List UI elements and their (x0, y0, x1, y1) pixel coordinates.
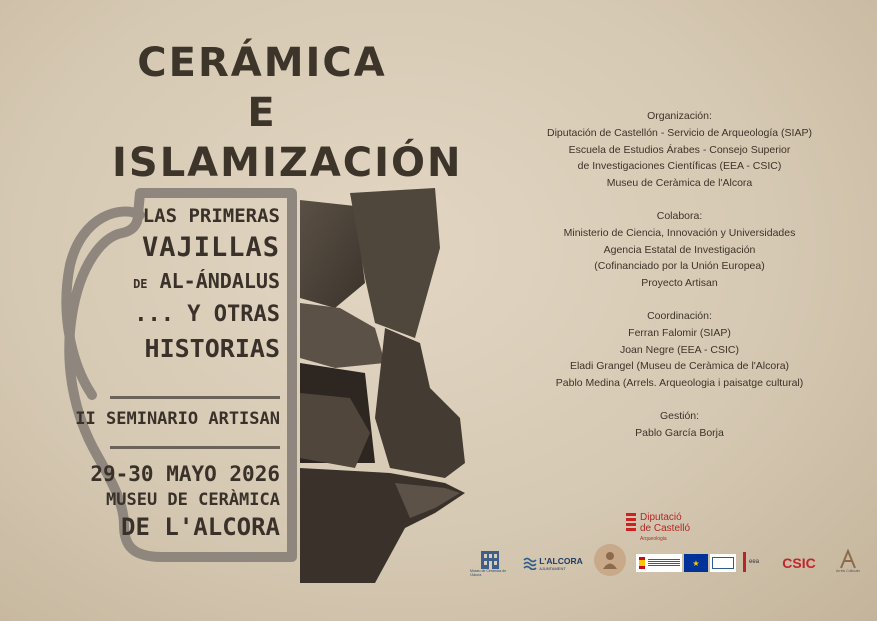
museu-caption: Museu de Ceràmica de l'Alcora (470, 569, 507, 577)
credits-colabora (482, 208, 877, 292)
subtitle-line-1: LAS PRIMERAS (142, 205, 280, 227)
aei-mark-icon (712, 557, 734, 569)
credit-line: (Cofinanciado por la Unión Europea) (594, 260, 765, 273)
csic-text: CSIC (782, 555, 816, 571)
seminar-title: II SEMINARIO ARTISAN (75, 409, 280, 429)
subtitle-line-3 (133, 266, 280, 299)
museu-logo (470, 544, 510, 580)
museu-building-icon (479, 547, 501, 569)
event-info (90, 460, 280, 542)
subtitle-line-3-main: AL-ÁNDALUS (159, 269, 280, 293)
spain-flag-icon (639, 557, 645, 569)
credits-heading: Gestión: (659, 409, 700, 422)
arrels-logo (834, 544, 862, 578)
subtitle-line-3-prefix: DE (133, 277, 148, 291)
arrels-a-icon (839, 549, 857, 569)
title-line-1: CERÁMICA (137, 40, 387, 86)
eu-stars-icon: ★ (692, 558, 700, 568)
ministerio-logo (636, 554, 682, 572)
event-dates: 29-30 MAYO 2026 (90, 462, 280, 486)
diputacio-name-2: de Castelló (640, 523, 691, 534)
subtitle-line-4: ... Y OTRAS (134, 302, 280, 327)
credit-line: Museu de Ceràmica de l'Alcora (606, 177, 753, 190)
ceramic-sherd-image (295, 188, 480, 583)
credit-line: Diputación de Castellón - Servicio de Arqueología (SIAP) (547, 126, 812, 139)
alcora-sub: AJUNTAMENT (539, 565, 566, 571)
credit-line: Pablo García Borja (635, 426, 724, 439)
credit-line: Agencia Estatal de Investigación (603, 243, 756, 256)
credits-gestion (482, 408, 877, 442)
credit-line: Proyecto Artisan (641, 277, 718, 290)
credit-line: Joan Negre (EEA - CSIC) (619, 343, 740, 356)
subtitle (133, 202, 280, 367)
alcora-wave-icon (523, 556, 537, 570)
credit-line: Ministerio de Ciencia, Innovación y Universidades (563, 226, 796, 239)
credit-line: Ferran Falomir (SIAP) (628, 326, 731, 339)
arrels-caption: Arrels Culturals (836, 569, 860, 573)
eu-flag-logo (684, 554, 708, 572)
credit-line: Escuela de Estudios Árabes - Consejo Superior (568, 143, 791, 156)
credit-line: de Investigaciones Científicas (EEA - CSIC) (577, 160, 782, 173)
credit-line: Eladi Grangel (Museu de Ceràmica de l'Alcora) (569, 360, 790, 373)
event-venue-line-2: DE L'ALCORA (121, 513, 280, 541)
credit-line: Pablo Medina (Arrels. Arqueologia i paisatge cultural) (555, 377, 804, 390)
eea-text: eea (748, 559, 759, 565)
title-line-2: E ISLAMIZACIÓN (112, 90, 463, 186)
subtitle-line-2: VAJILLAS (141, 232, 280, 263)
credits-coordinacion (482, 308, 877, 392)
subtitle-line-5: HISTORIAS (144, 334, 280, 363)
csic-logo (770, 552, 828, 574)
alcora-name: L'ALCORA (539, 555, 583, 566)
eea-logo (736, 550, 766, 574)
figure-icon (600, 550, 620, 570)
ministerio-text-graphic (648, 559, 680, 567)
diputacio-name-1: Diputació (640, 512, 682, 523)
divider-bottom (110, 446, 280, 449)
eea-bar-icon (743, 552, 746, 572)
diputacio-emblem-icon (626, 513, 636, 531)
credits (482, 108, 877, 458)
aei-logo (710, 554, 736, 572)
alcora-logo (522, 552, 584, 574)
event-venue-line-1: MUSEU DE CERÀMICA (106, 490, 280, 510)
diputacio-sub: Arqueologia (640, 536, 667, 542)
main-title (112, 38, 463, 188)
arrels-circle-logo (594, 544, 626, 576)
credits-organizacion (482, 108, 877, 192)
credits-heading: Organización: (647, 110, 712, 122)
credits-heading: Coordinación: (647, 309, 712, 322)
credits-heading: Colabora: (656, 209, 703, 222)
divider-top (110, 396, 280, 399)
logo-strip (470, 540, 870, 580)
